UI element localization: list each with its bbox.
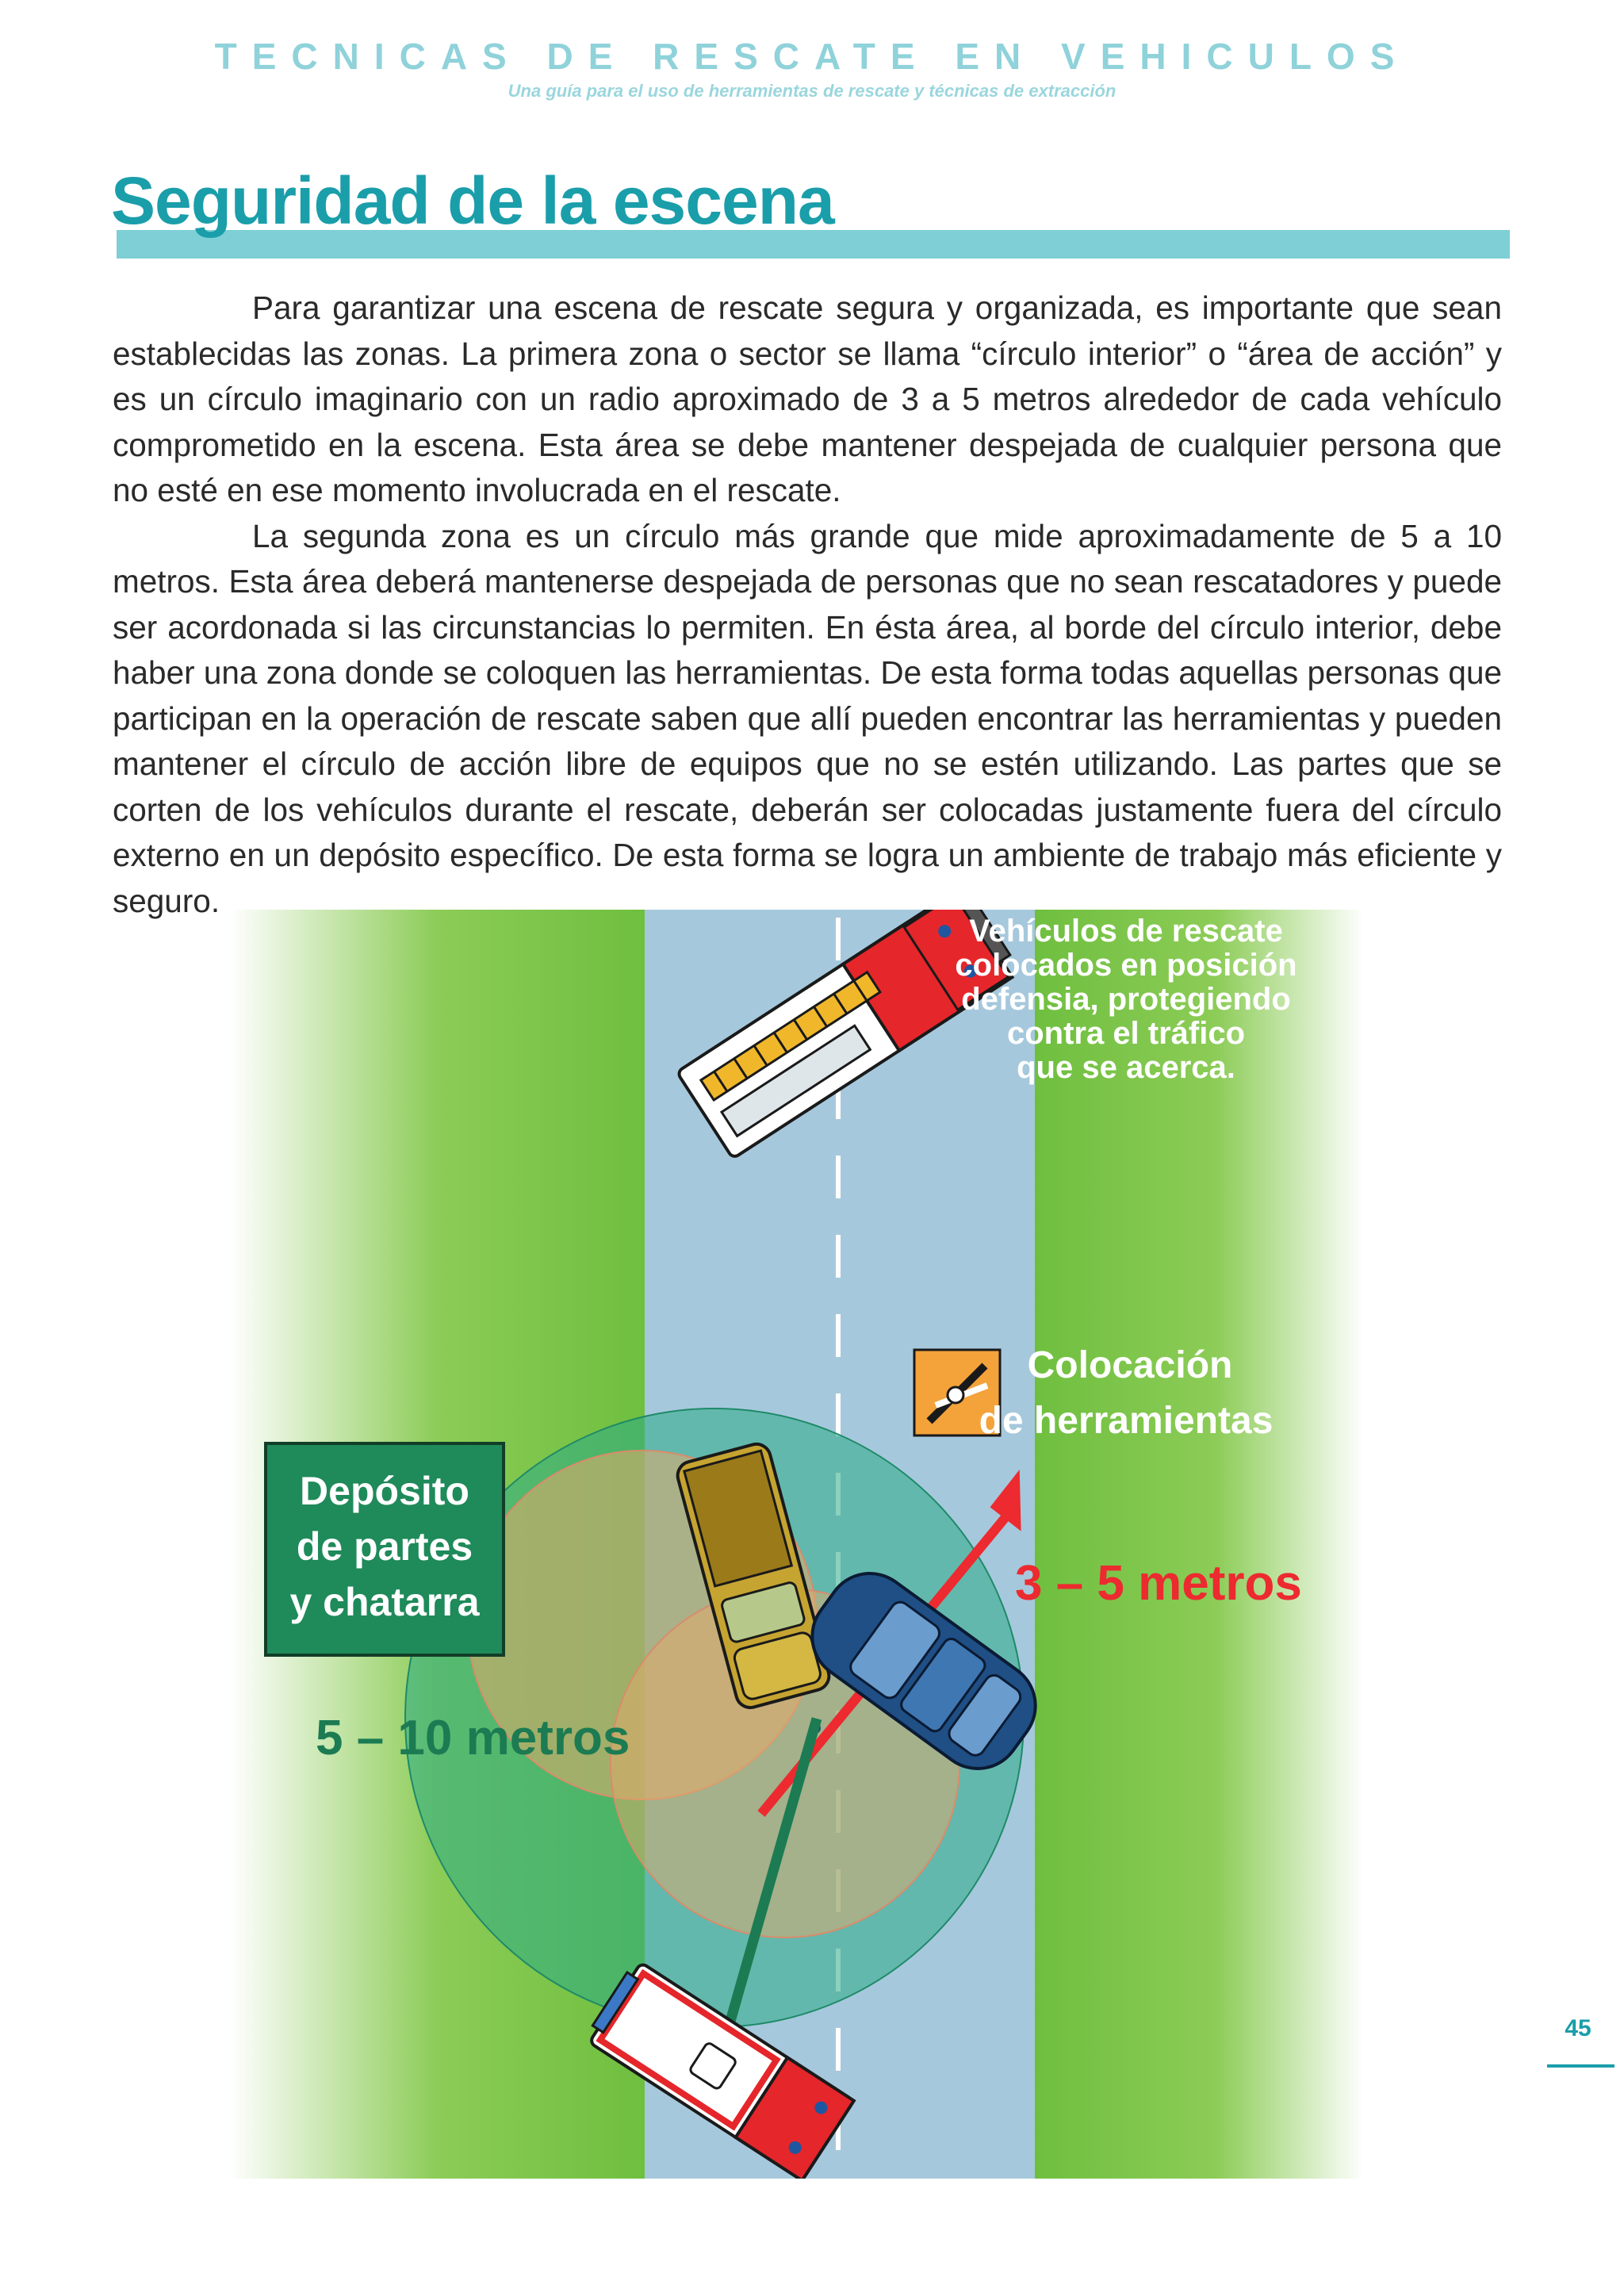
- rescue-vehicles-label-line: defensia, protegiendo: [961, 982, 1291, 1017]
- deposit-label-line: y chatarra: [289, 1580, 480, 1624]
- deposit-label-line: de partes: [296, 1524, 473, 1569]
- deposit-box: [266, 1443, 504, 1655]
- rescue-vehicles-label-line: contra el tráfico: [1006, 1016, 1246, 1051]
- body-text: [113, 286, 1502, 924]
- outer-radius-label: 5 – 10 metros: [316, 1711, 630, 1765]
- inner-radius-label: 3 – 5 metros: [1015, 1556, 1302, 1611]
- tools-label-line: de herramientas: [979, 1400, 1274, 1442]
- paragraph: Para garantizar una escena de rescate segura y organizada, es importante que sean establecidas las zonas. La primera zona o sector se llama “círculo interior” o “área de acción” y es un círculo imaginario con un radio aproximado de 3 a 5 metros alrededor de cada vehículo comprometido en la escena. Esta área se debe mantener despejada de cualquier persona que no esté en ese momento involucrada en el rescate.: [113, 289, 1502, 508]
- scene-safety-diagram: [230, 910, 1364, 2179]
- section-title: Seguridad de la escena: [111, 163, 834, 238]
- running-header-title: TECNICAS DE RESCATE EN VEHICULOS: [214, 36, 1410, 77]
- deposit-label-line: Depósito: [300, 1469, 469, 1513]
- rescue-vehicles-label-line: que se acerca.: [1017, 1050, 1235, 1085]
- rescue-vehicles-label-line: Vehículos de rescate: [969, 914, 1283, 949]
- grass-right: [1035, 910, 1364, 2179]
- page-number: 45: [1565, 2015, 1591, 2041]
- page-number-rule: [1547, 2064, 1614, 2068]
- rescue-vehicles-label-line: colocados en posición: [955, 948, 1297, 983]
- running-header: [0, 35, 1624, 102]
- running-header-subtitle: Una guía para el uso de herramientas de rescate y técnicas de extracción: [508, 81, 1116, 101]
- tools-label-line: Colocación: [1027, 1344, 1233, 1386]
- paragraph: La segunda zona es un círculo más grande que mide aproximadamente de 5 a 10 metros. Esta área deberá mantenerse despejada de personas que no sean rescatadores y puede ser acordonada si las circunstancias lo permiten. En ésta área, al borde del círculo interior, debe haber una zona donde se coloquen las herramientas. De esta forma todas aquellas personas que participan en la operación de rescate saben que allí pueden encontrar las herramientas y pueden mantener el círculo de acción libre de equipos que no se estén utilizando. Las partes que se corten de los vehículos durante el rescate, deberán ser colocadas justamente fuera del círculo externo en un depósito específico. De esta forma se logra un ambiente de trabajo más eficiente y seguro.: [113, 517, 1502, 919]
